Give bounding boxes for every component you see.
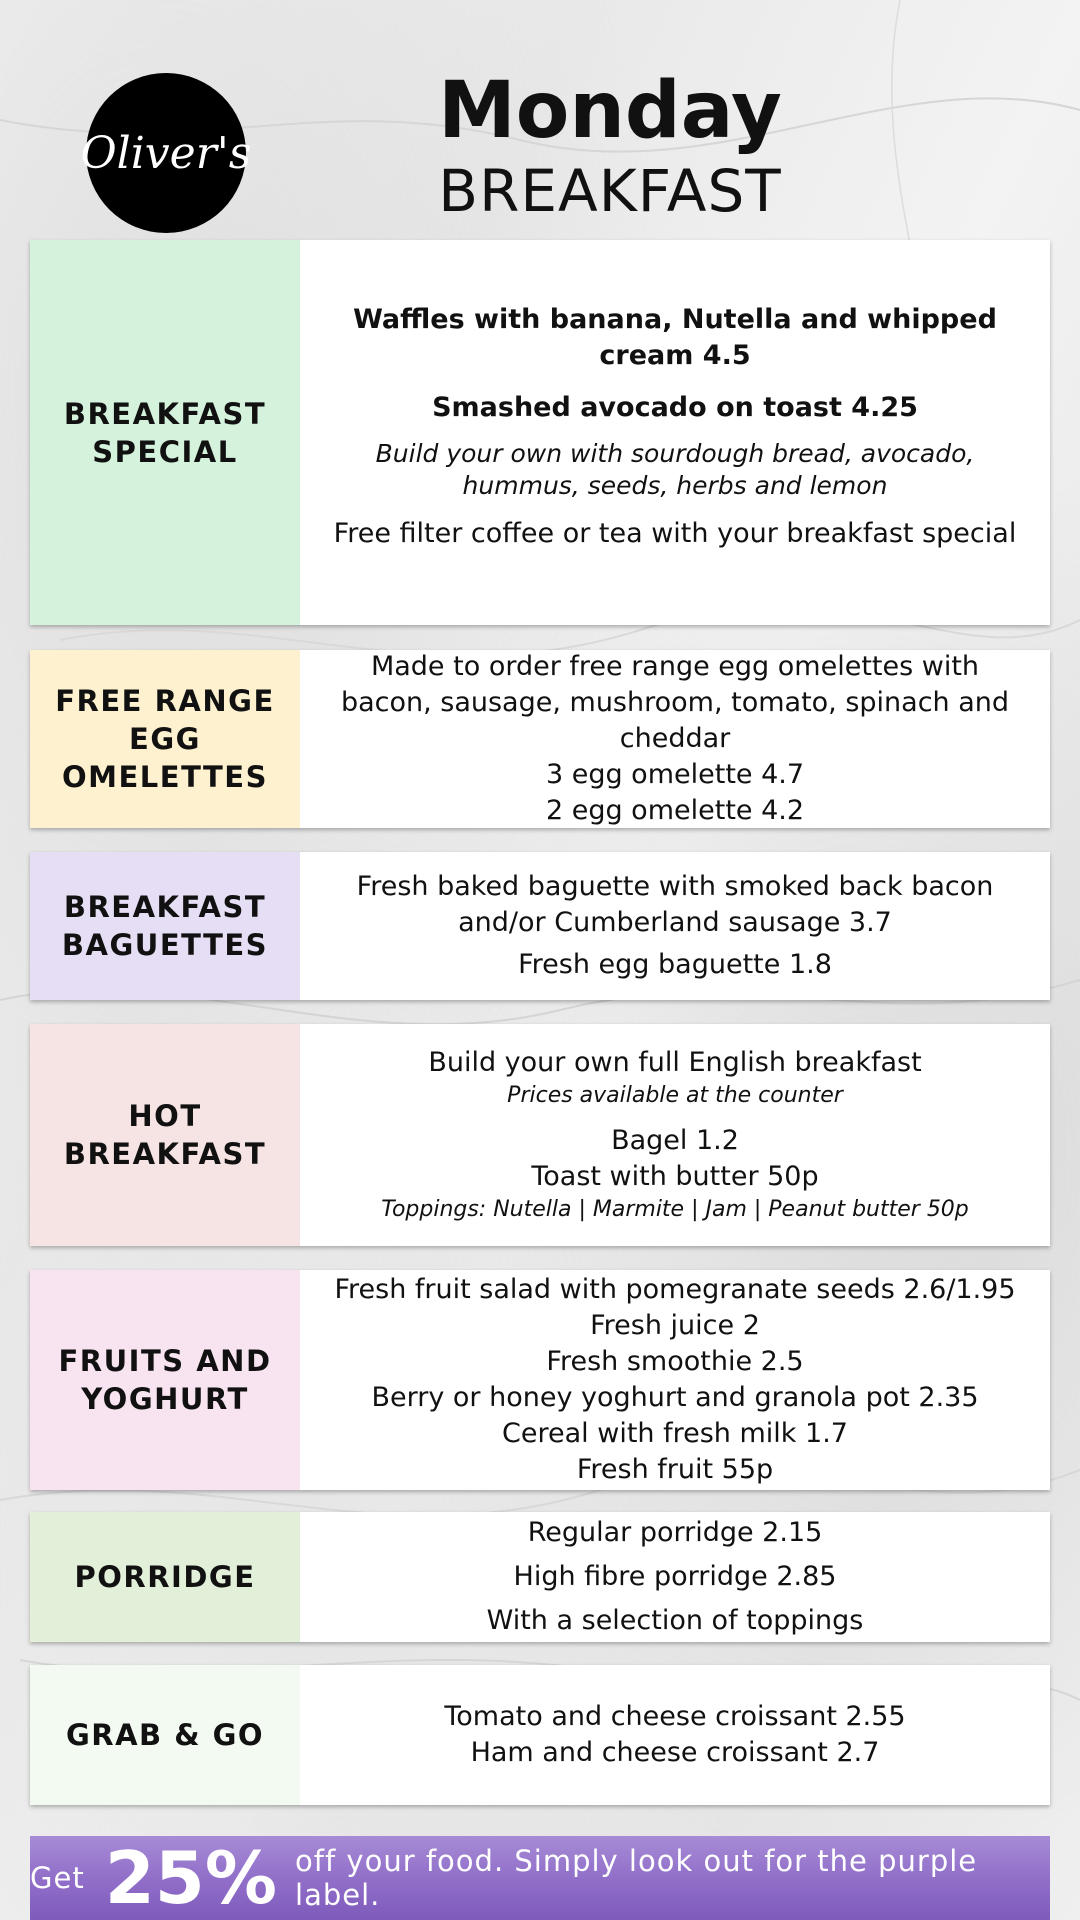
page-subtitle: BREAKFAST (438, 157, 782, 225)
menu-item: Cereal with fresh milk 1.7 (502, 1418, 848, 1449)
promo-prefix: Get (30, 1861, 85, 1895)
menu-section-hot-breakfast (30, 1024, 1050, 1246)
menu-item: Ham and cheese croissant 2.7 (470, 1737, 880, 1768)
menu-item: Smashed avocado on toast 4.25 (432, 392, 918, 423)
menu-section-omelettes (30, 650, 1050, 828)
menu-item: Fresh fruit 55p (576, 1454, 774, 1485)
menu-item: Waffles with banana, Nutella and whipped cream 4.5 (353, 304, 997, 371)
promo-text: off your food. Simply look out for the purple label. (295, 1844, 978, 1912)
menu-section-porridge (30, 1512, 1050, 1642)
section-category-label: BREAKFAST BAGUETTES (30, 852, 300, 1000)
menu-item: Regular porridge 2.15 (527, 1517, 823, 1548)
menu-item: Toast with butter 50p (531, 1161, 819, 1192)
menu-item-description: Made to order free range egg omelettes with bacon, sausage, mushroom, tomato, spinach and cheddar (340, 651, 1010, 754)
menu-item: Tomato and cheese croissant 2.55 (444, 1701, 906, 1732)
menu-item: Build your own full English breakfast (428, 1047, 922, 1078)
menu-item: Fresh baked baguette with smoked back bacon and/or Cumberland sausage 3.7 (356, 871, 994, 938)
section-category-label: PORRIDGE (30, 1512, 300, 1642)
menu-section-fruits-yoghurt (30, 1270, 1050, 1490)
section-items (300, 1512, 1050, 1642)
menu-item: 2 egg omelette 4.2 (545, 795, 805, 826)
menu-item-description: Build your own with sourdough bread, avocado, hummus, seeds, herbs and lemon (375, 439, 975, 500)
promo-banner (30, 1836, 1050, 1920)
menu-section-baguettes (30, 852, 1050, 1000)
menu-item: Fresh fruit salad with pomegranate seeds 2.6/1.95 (334, 1274, 1016, 1305)
promo-discount: 25% (104, 1836, 278, 1920)
section-category-label: BREAKFAST SPECIAL (30, 240, 300, 625)
page-title: Monday (438, 66, 782, 156)
menu-section-grab-and-go (30, 1665, 1050, 1805)
menu-section-breakfast-special (30, 240, 1050, 625)
menu-item: With a selection of toppings (486, 1605, 864, 1636)
section-items (300, 1665, 1050, 1805)
section-items (300, 240, 1050, 625)
menu-item-note: Free filter coffee or tea with your breakfast special (333, 518, 1017, 549)
section-category-label: GRAB & GO (30, 1665, 300, 1805)
menu-item-note: Prices available at the counter (507, 1083, 843, 1108)
menu-item: Bagel 1.2 (611, 1125, 739, 1156)
menu-item: High fibre porridge 2.85 (513, 1561, 837, 1592)
section-items (300, 852, 1050, 1000)
menu-item: Fresh juice 2 (590, 1310, 760, 1341)
section-category-label: FRUITS AND YOGHURT (30, 1270, 300, 1490)
menu-item: 3 egg omelette 4.7 (545, 759, 805, 790)
menu-item: Fresh egg baguette 1.8 (518, 949, 832, 980)
menu-item-note: Toppings: Nutella | Marmite | Jam | Peanut butter 50p (381, 1197, 969, 1222)
section-category-label: FREE RANGE EGG OMELETTES (30, 650, 300, 828)
section-items (300, 1024, 1050, 1246)
section-items (300, 1270, 1050, 1490)
menu-item: Berry or honey yoghurt and granola pot 2.35 (371, 1382, 979, 1413)
section-category-label: HOT BREAKFAST (30, 1024, 300, 1246)
logo-text: Oliver's (80, 127, 252, 179)
section-items (300, 650, 1050, 828)
menu-item: Fresh smoothie 2.5 (546, 1346, 804, 1377)
